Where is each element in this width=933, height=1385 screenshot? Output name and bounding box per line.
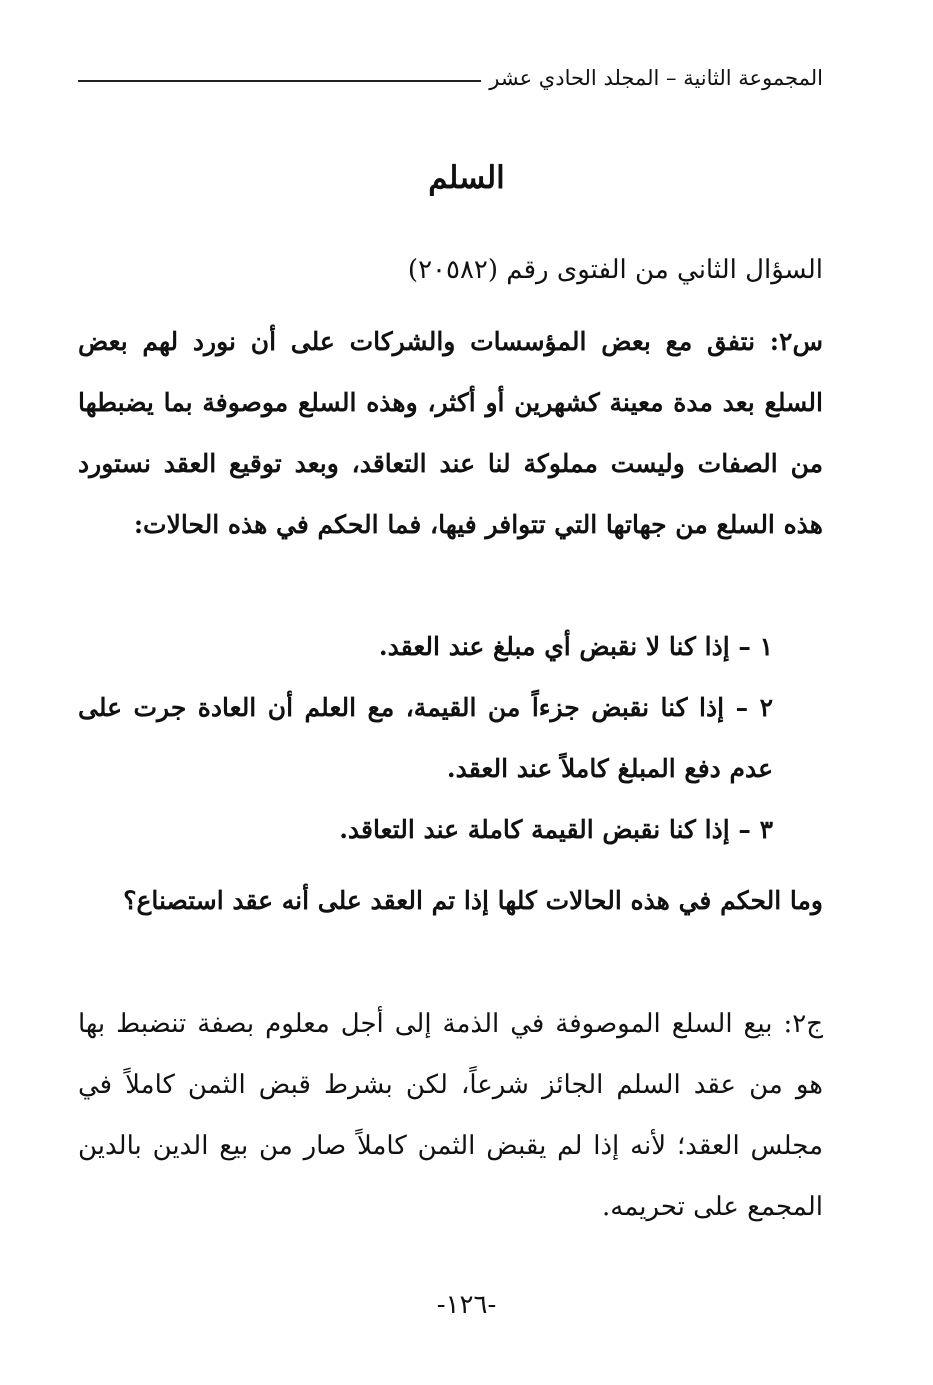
case-item: ١ – إذا كنا لا نقبض أي مبلغ عند العقد. xyxy=(378,632,773,661)
running-header xyxy=(78,58,823,98)
fatwa-reference: السؤال الثاني من الفتوى رقم (٢٠٥٨٢) xyxy=(407,255,823,285)
followup-question: وما الحكم في هذه الحالات كلها إذا تم العقد على أنه عقد استصناع؟ xyxy=(123,886,823,915)
section-title: السلم xyxy=(428,160,505,196)
answer-paragraph: ج٢: بيع السلع الموصوفة في الذمة إلى أجل معلوم بصفة تنضبط بها هو من عقد السلم الجائز شرعاً، لكن بشرط قبض الثمن كاملاً في مجلس العقد؛ لأنه إذا لم يقبض الثمن كاملاً صار من بيع الدين بالدين المجمع على تحريمه. xyxy=(78,1009,823,1222)
case-item: ٢ – إذا كنا نقبض جزءاً من القيمة، مع العلم أن العادة جرت على عدم دفع المبلغ كاملاً عند العقد. xyxy=(78,693,773,783)
running-header-title: المجموعة الثانية – المجلد الحادي عشر xyxy=(489,66,823,90)
header-rule xyxy=(78,80,481,82)
page-number: -١٢٦- xyxy=(436,1290,497,1320)
question-paragraph: س٢: نتفق مع بعض المؤسسات والشركات على أن نورد لهم بعض السلع بعد مدة معينة كشهرين أو أكثر، وهذه السلع موصوفة بما يضبطها من الصفات وليست مملوكة لنا عند التعاقد، وبعد توقيع العقد نستورد هذه السلع من جهاتها التي تتوافر فيها، فما الحكم في هذه الحالات: xyxy=(78,327,823,539)
cases-list xyxy=(78,616,823,860)
case-item: ٣ – إذا كنا نقبض القيمة كاملة عند التعاقد. xyxy=(339,815,773,844)
